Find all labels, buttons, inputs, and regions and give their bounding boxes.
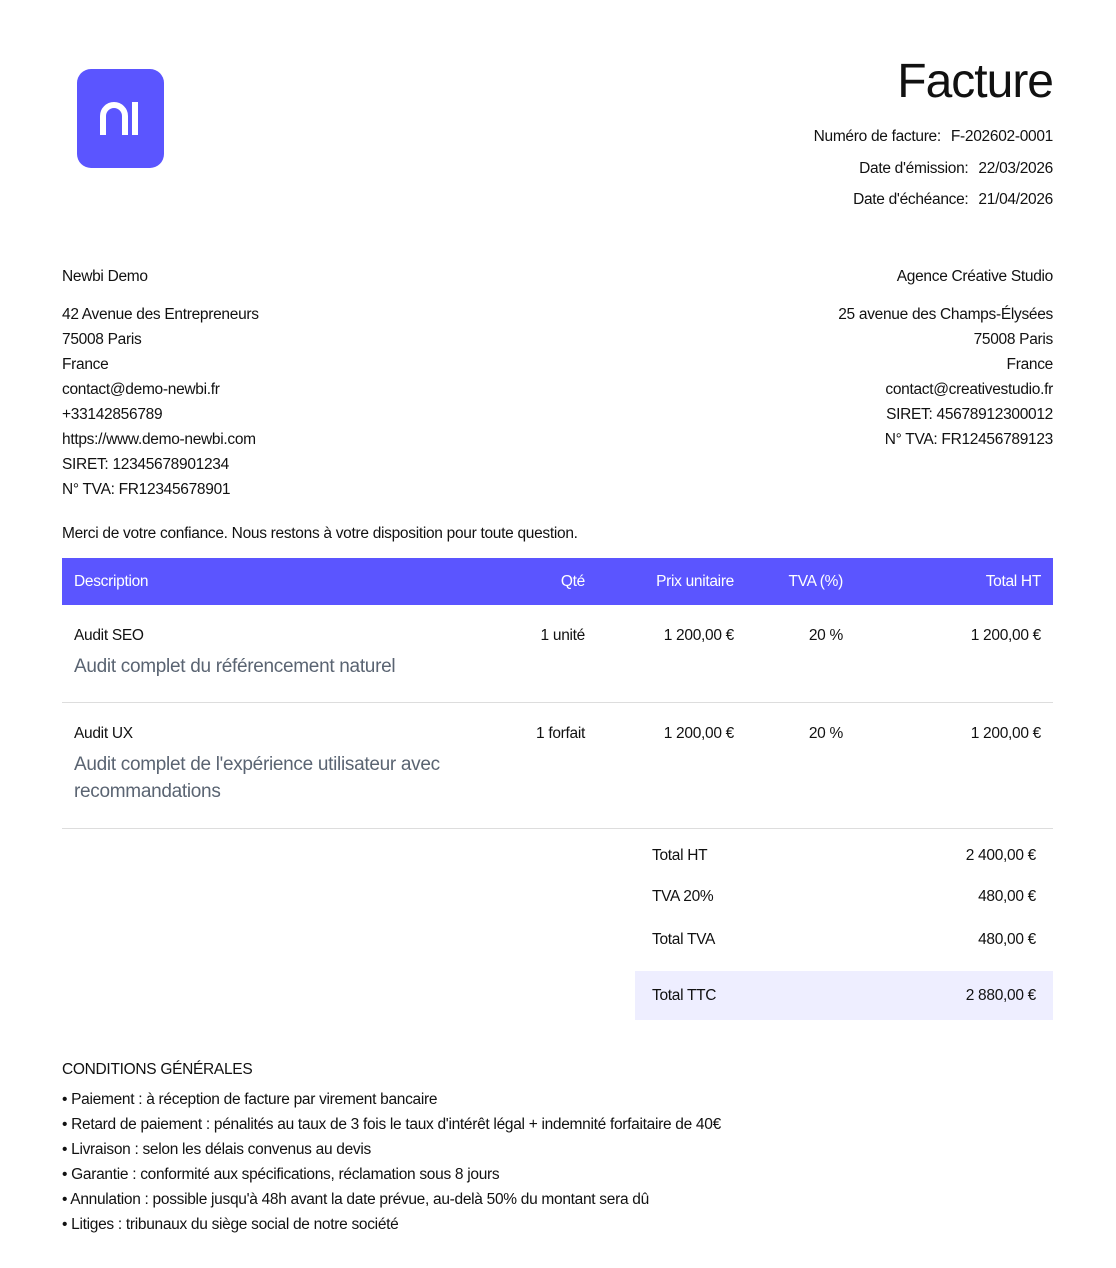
col-total: Total HT [855,558,1053,605]
client-line: N° TVA: FR12456789123 [884,431,1053,448]
terms-title: CONDITIONS GÉNÉRALES [62,1061,253,1078]
issuer-line: contact@demo-newbi.fr [62,381,220,398]
total-value: 2 400,00 € [965,847,1036,864]
term-item: • Litiges : tribunaux du siège social de notre société [62,1216,399,1233]
thanks-message: Merci de votre confiance. Nous restons à votre disposition pour toute question. [62,525,578,542]
item-desc: Audit complet de l'expérience utilisateur avec recommandations [74,753,440,802]
item-price: 1 200,00 € [597,605,746,702]
total-label: TVA 20% [652,888,714,905]
item-qty: 1 unité [493,605,597,702]
table-row [62,605,1053,702]
issuer-line: https://www.demo-newbi.com [62,431,256,448]
item-description-cell [62,605,493,702]
item-title: Audit SEO [74,627,144,644]
item-qty: 1 forfait [493,702,597,828]
issuer-line: +33142856789 [62,406,163,423]
total-value: 480,00 € [978,931,1036,948]
total-ttc-row [635,971,1053,1020]
col-qty: Qté [493,558,597,605]
item-total: 1 200,00 € [855,702,1053,828]
due-date: Date d'échéance: 21/04/2026 [853,191,1053,208]
total-value: 480,00 € [978,888,1036,905]
item-desc: Audit complet du référencement naturel [74,656,396,677]
total-value: 2 880,00 € [965,986,1036,1004]
issuer-name: Newbi Demo [62,268,148,285]
term-item: • Garantie : conformité aux spécifications, réclamation sous 8 jours [62,1166,500,1183]
client-name: Agence Créative Studio [896,268,1053,285]
terms-section [62,1061,721,1237]
totals-row-2 [635,920,1053,960]
col-description: Description [62,558,493,605]
client-line: 25 avenue des Champs-Élysées [838,306,1053,323]
col-vat: TVA (%) [746,558,855,605]
total-label: Total TVA [652,931,716,948]
client-block [838,264,1053,452]
item-total: 1 200,00 € [855,605,1053,702]
issue-date: Date d'émission: 22/03/2026 [859,160,1053,177]
issuer-line: France [62,356,109,373]
total-label: Total HT [652,847,708,864]
issuer-line: 42 Avenue des Entrepreneurs [62,306,259,323]
table-row [62,702,1053,828]
logo-icon [100,102,142,136]
term-item: • Annulation : possible jusqu'à 48h avant la date prévue, au-delà 50% du montant sera dû [62,1191,649,1208]
item-tva: 20 % [746,605,855,702]
issuer-block [62,264,259,502]
term-item: • Livraison : selon les délais convenus au devis [62,1141,371,1158]
item-description-cell [62,702,493,828]
term-item: • Paiement : à réception de facture par virement bancaire [62,1091,438,1108]
issuer-line: SIRET: 12345678901234 [62,456,229,473]
invoice-number: Numéro de facture: F-202602-0001 [813,128,1053,145]
totals-row-1 [635,877,1053,917]
item-title: Audit UX [74,724,133,742]
company-logo [77,69,164,168]
term-item: • Retard de paiement : pénalités au taux de 3 fois le taux d'intérêt légal + indemnité forfaitaire de 40€ [62,1116,721,1133]
item-price: 1 200,00 € [597,702,746,828]
col-unit-price: Prix unitaire [597,558,746,605]
client-line: contact@creativestudio.fr [885,381,1053,398]
client-line: 75008 Paris [973,331,1053,348]
client-line: France [1006,356,1053,373]
total-label: Total TTC [652,986,717,1004]
issuer-line: 75008 Paris [62,331,142,348]
client-line: SIRET: 45678912300012 [886,406,1053,423]
items-table [62,558,1053,829]
issuer-line: N° TVA: FR12345678901 [62,481,231,498]
item-tva: 20 % [746,702,855,828]
totals-row-0 [635,836,1053,876]
invoice-title: Facture [897,55,1053,108]
